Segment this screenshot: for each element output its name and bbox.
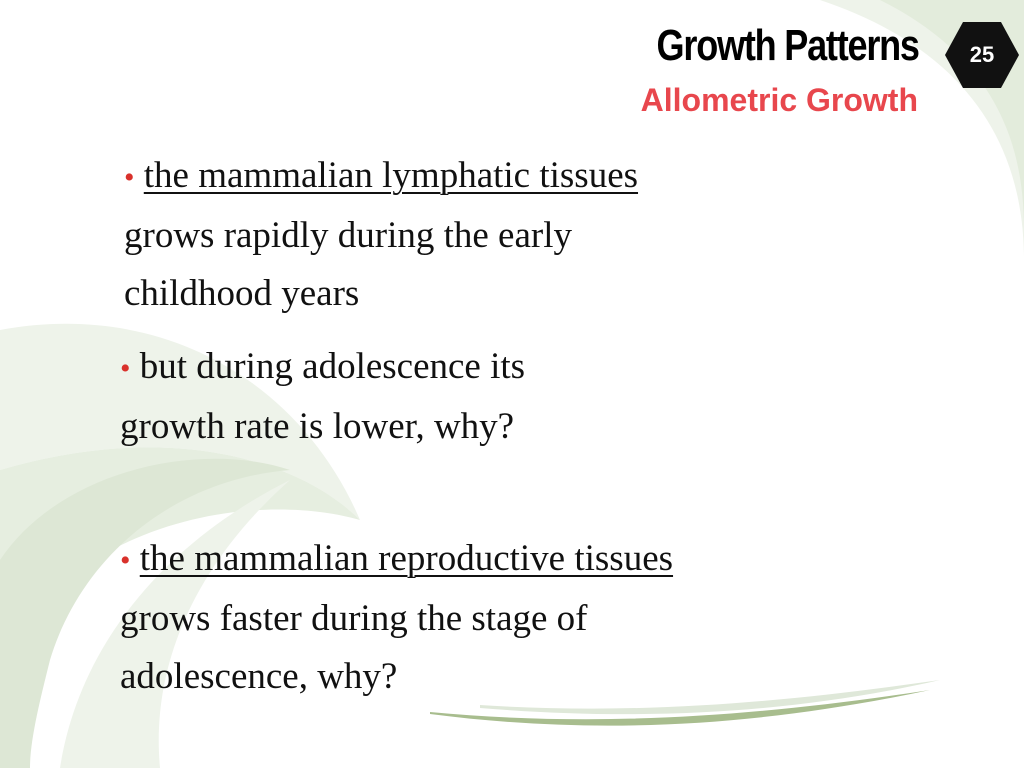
slide-title: Growth Patterns <box>656 21 919 70</box>
bullet-text: childhood years <box>124 273 360 314</box>
bullet-text: but during adolescence its <box>139 346 526 387</box>
bullet-lymphatic <box>124 147 844 323</box>
bullet-text: adolescence, why? <box>120 656 398 697</box>
page-number: 25 <box>969 42 995 67</box>
bullet-adolescence <box>120 338 760 456</box>
page-number-badge <box>944 20 1020 90</box>
bullet-text: grows rapidly during the early <box>124 215 572 256</box>
bullet-text: grows faster during the stage of <box>120 598 588 639</box>
bullet-icon: • <box>124 161 135 194</box>
bullet-icon: • <box>120 352 131 385</box>
bullet-icon: • <box>120 544 131 577</box>
bullet-underlined-text: the mammalian reproductive tissues <box>139 538 674 579</box>
bullet-underlined-text: the mammalian lymphatic tissues <box>143 155 639 196</box>
bullet-reproductive <box>120 530 920 706</box>
bullet-text: growth rate is lower, why? <box>120 406 515 447</box>
slide-subtitle: Allometric Growth <box>640 82 918 118</box>
